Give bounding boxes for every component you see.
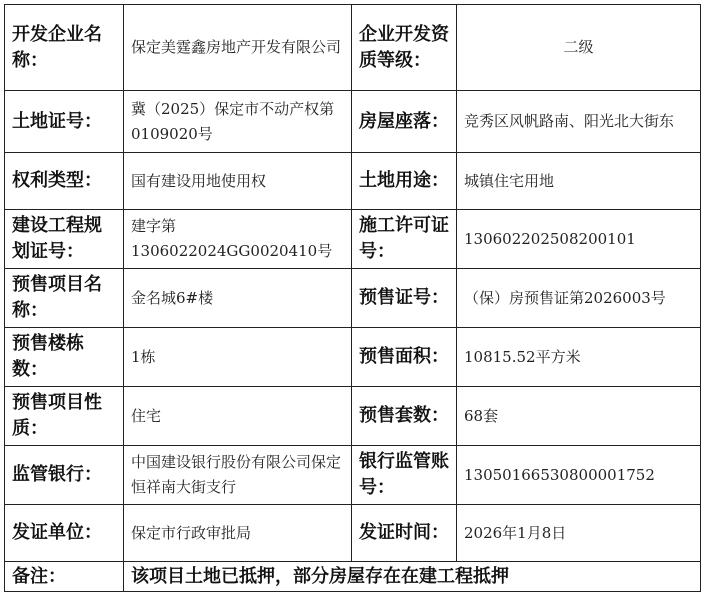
presale-cert-label: 预售证号： <box>352 269 457 328</box>
project-name-value: 金名城6#楼 <box>124 269 352 328</box>
developer-name-value: 保定美霆鑫房地产开发有限公司 <box>124 5 352 91</box>
table-row <box>5 505 701 562</box>
location-label: 房屋座落： <box>352 91 457 153</box>
presale-area-value: 10815.52平方米 <box>457 328 701 387</box>
presale-cert-value: （保）房预售证第2026003号 <box>457 269 701 328</box>
presale-permit-table <box>4 4 701 592</box>
bank-account-label: 银行监管账号： <box>352 446 457 505</box>
remarks-value: 该项目土地已抵押，部分房屋存在在建工程抵押 <box>124 562 701 592</box>
remarks-label: 备注： <box>5 562 124 592</box>
table-row <box>5 153 701 210</box>
unit-count-value: 68套 <box>457 387 701 446</box>
land-use-label: 土地用途： <box>352 153 457 210</box>
location-value: 竞秀区风帆路南、阳光北大街东 <box>457 91 701 153</box>
issue-date-value: 2026年1月8日 <box>457 505 701 562</box>
land-use-value: 城镇住宅用地 <box>457 153 701 210</box>
issuing-unit-label: 发证单位： <box>5 505 124 562</box>
project-name-label: 预售项目名称： <box>5 269 124 328</box>
table-row <box>5 328 701 387</box>
issuing-unit-value: 保定市行政审批局 <box>124 505 352 562</box>
building-count-label: 预售楼栋数： <box>5 328 124 387</box>
supervising-bank-label: 监管银行： <box>5 446 124 505</box>
construction-permit-value: 130602202508200101 <box>457 210 701 269</box>
project-nature-value: 住宅 <box>124 387 352 446</box>
right-type-label: 权利类型： <box>5 153 124 210</box>
land-cert-label: 土地证号： <box>5 91 124 153</box>
issue-date-label: 发证时间： <box>352 505 457 562</box>
bank-account-value: 13050166530800001752 <box>457 446 701 505</box>
table-row <box>5 446 701 505</box>
table-row <box>5 210 701 269</box>
planning-permit-label: 建设工程规划证号： <box>5 210 124 269</box>
supervising-bank-value: 中国建设银行股份有限公司保定恒祥南大街支行 <box>124 446 352 505</box>
building-count-value: 1栋 <box>124 328 352 387</box>
developer-name-label: 开发企业名称： <box>5 5 124 91</box>
planning-permit-value: 建字第1306022024GG0020410号 <box>124 210 352 269</box>
project-nature-label: 预售项目性质： <box>5 387 124 446</box>
qualification-level-label: 企业开发资质等级： <box>352 5 457 91</box>
right-type-value: 国有建设用地使用权 <box>124 153 352 210</box>
table-row <box>5 5 701 91</box>
table-row <box>5 562 701 592</box>
unit-count-label: 预售套数： <box>352 387 457 446</box>
qualification-level-value: 二级 <box>457 5 701 91</box>
construction-permit-label: 施工许可证号： <box>352 210 457 269</box>
table-row <box>5 91 701 153</box>
table-row <box>5 269 701 328</box>
land-cert-value: 冀（2025）保定市不动产权第0109020号 <box>124 91 352 153</box>
table-row <box>5 387 701 446</box>
presale-area-label: 预售面积： <box>352 328 457 387</box>
